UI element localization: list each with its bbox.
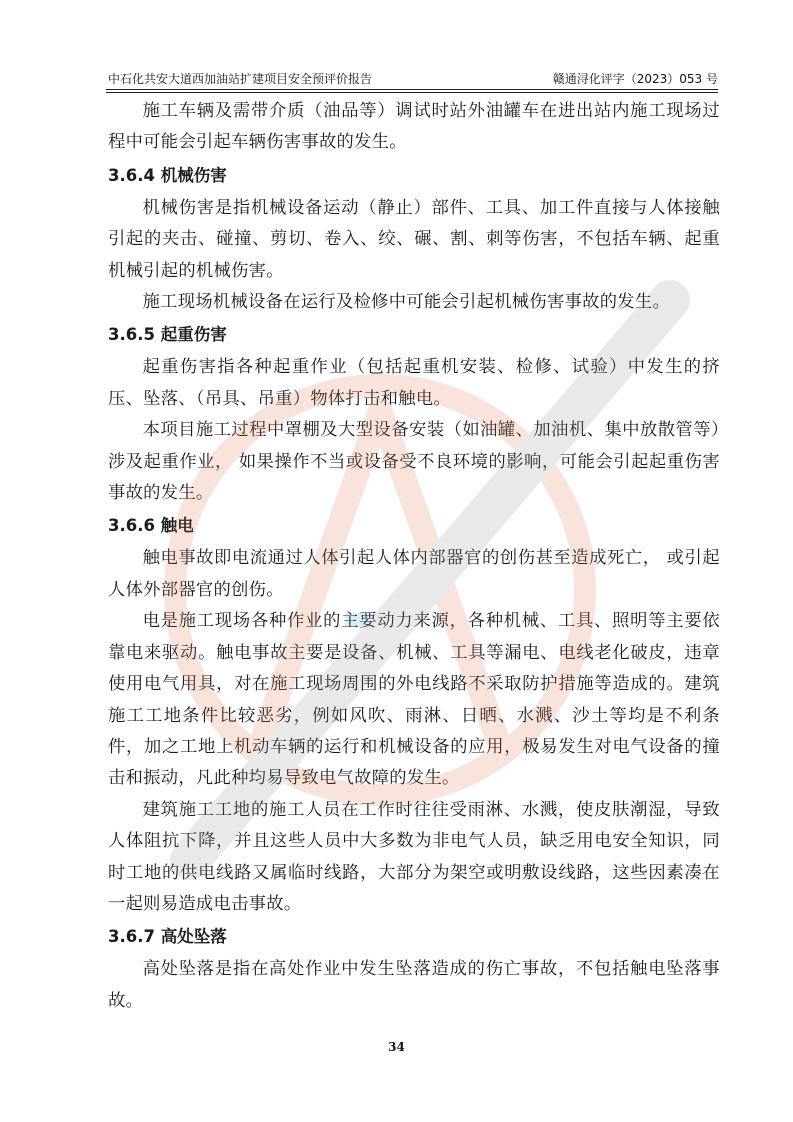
heading-3-6-6: 3.6.6 触电: [108, 516, 194, 536]
paragraph-electric-definition: 触电事故即电流通过人体引起人体内部器官的创伤甚至造成死亡， 或引起人体外部器官的创伤。: [108, 548, 720, 600]
paragraph-mechanical-site: 施工现场机械设备在运行及检修中可能会引起机械伤害事故的发生。: [142, 292, 671, 313]
heading-3-6-7: 3.6.7 高处坠落: [108, 927, 227, 947]
paragraph-lifting-definition: 起重伤害指各种起重作业（包括起重机安装、检修、试验）中发生的挤压、坠落、（吊具、吊重）物体打击和触电。: [108, 357, 720, 409]
heading-3-6-4: 3.6.4 机械伤害: [108, 165, 227, 185]
paragraph-electric-causes: 电是施工现场各种作业的主要动力来源，各种机械、工具、照明等主要依靠电来驱动。触电事故主要是设备、机械、工具等漏电、电线老化破皮，违章使用电气用具，对在施工现场周围的外电线路不采取防护措施等造成的。建筑施工工地条件比较恶劣，例如风吹、雨淋、日晒、水溅、沙土等均是不利条件，加之工地上机动车辆的运行和机械设备的应用，极易发生对电气设备的撞击和振动，凡此种均易导致电气故障的发生。: [108, 611, 720, 789]
page-number: 34: [388, 1040, 405, 1054]
paragraph-vehicle-injury: 施工车辆及需带介质（油品等）调试时站外油罐车在进出站内施工现场过程中可能会引起车辆伤害事故的发生。: [108, 101, 720, 153]
paragraph-mechanical-definition: 机械伤害是指机械设备运动（静止）部件、工具、加工件直接与人体接触引起的夹击、碰撞、剪切、卷入、绞、碾、割、刺等伤害，不包括车辆、起重机械引起的机械伤害。: [108, 197, 720, 281]
running-header: [108, 67, 718, 87]
header-rule-thin: [106, 92, 718, 93]
document-body: [108, 96, 720, 1017]
paragraph-fall-definition: 高处坠落是指在高处作业中发生坠落造成的伤亡事故，不包括触电坠落事故。: [108, 959, 720, 1011]
header-report-title: 中石化共安大道西加油站扩建项目安全预评价报告: [108, 72, 373, 86]
paragraph-electric-workers: 建筑施工工地的施工人员在工作时往往受雨淋、水溅，使皮肤潮湿，导致人体阻抗下降，并且这些人员中大多数为非电气人员，缺乏用电安全知识，同时工地的供电线路又属临时线路，大部分为架空或明敷设线路，这些因素凑在一起则易造成电击事故。: [108, 799, 720, 914]
paragraph-lifting-project: 本项目施工过程中罩棚及大型设备安装（如油罐、加油机、集中放散管等）涉及起重作业， 如果操作不当或设备受不良环境的影响，可能会引起起重伤害事故的发生。: [108, 420, 720, 504]
heading-3-6-5: 3.6.5 起重伤害: [108, 325, 227, 345]
header-rule-thick: [106, 89, 718, 90]
header-document-number: 赣通浔化评字（2023）053 号: [552, 72, 718, 86]
